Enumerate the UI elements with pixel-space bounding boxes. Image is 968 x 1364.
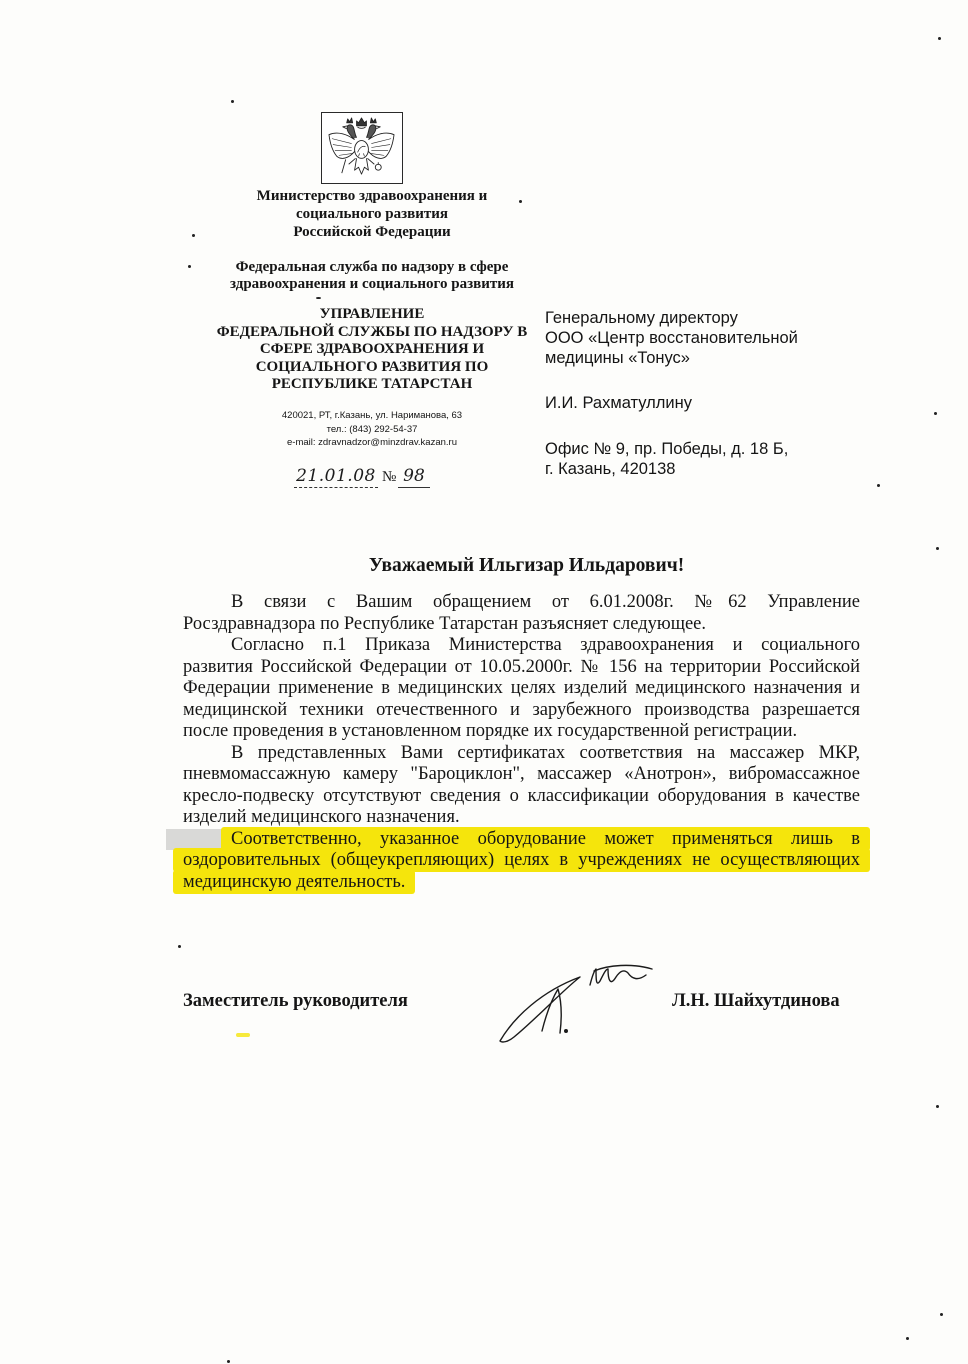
scan-speck — [877, 484, 880, 487]
handwritten-date: 21.01.08 — [294, 464, 378, 488]
ministry-name — [212, 187, 532, 241]
scan-speck — [934, 412, 937, 415]
body-line — [183, 872, 860, 894]
scan-speck — [192, 234, 195, 237]
body-line: развития Российской Федерации от 10.05.2000г. № 156 на территории Российской — [183, 656, 860, 677]
highlighted-text: оздоровительных (общеукрепляющих) целях в учреждениях не осуществляющих — [173, 848, 870, 872]
body-line: Федерации применение в медицинских целях изделий медицинского назначения и — [183, 678, 860, 698]
scan-speck — [940, 1313, 943, 1316]
signatory-position: Заместитель руководителя — [183, 991, 408, 1011]
scan-speck — [188, 265, 191, 268]
handwritten-outgoing-number: 98 — [398, 464, 430, 488]
letter-body — [183, 592, 860, 893]
body-line: Согласно п.1 Приказа Министерства здравоохранения и социального — [231, 635, 860, 655]
ministry-line: Российской Федерации — [293, 224, 451, 240]
scan-speck — [938, 37, 941, 40]
department-line: ФЕДЕРАЛЬНОЙ СЛУЖБЫ ПО НАДЗОРУ В — [216, 323, 528, 340]
paragraph-request-reply — [183, 592, 860, 635]
scan-speck — [231, 100, 234, 103]
recipient-address — [545, 439, 788, 479]
scan-speck — [936, 547, 939, 550]
service-line: здравоохранения и социального развития — [230, 276, 514, 292]
department-name — [212, 306, 532, 394]
department-line: СФЕРЕ ЗДРАВООХРАНЕНИЯ И — [259, 341, 485, 357]
body-line: В представленных Вами сертификатах соответствия на массажер МКР, — [231, 742, 860, 763]
body-line: Росздравнадзора по Республике Татарстан разъясняет следующее. — [183, 613, 706, 634]
recipient-address-line: г. Казань, 420138 — [545, 460, 676, 478]
number-label: № — [382, 469, 397, 485]
department-line: РЕСПУБЛИКЕ ТАТАРСТАН — [271, 376, 473, 392]
recipient-address-line: Офис № 9, пр. Победы, д. 18 Б, — [545, 440, 789, 458]
service-line: Федеральная служба по надзору в сфере — [235, 259, 509, 275]
federal-service-name — [212, 259, 532, 293]
body-line: изделий медицинского назначения. — [183, 807, 460, 827]
recipient-title-line: ООО «Центр восстановительной — [545, 329, 798, 347]
highlighted-text: медицинскую деятельность. — [173, 870, 415, 894]
recipient-title-line: медицины «Тонус» — [545, 349, 690, 367]
paragraph-conclusion-highlighted — [183, 829, 860, 894]
recipient-name — [545, 393, 692, 413]
sender-address: 420021, РТ, г.Казань, ул. Нариманова, 63 — [281, 410, 463, 421]
recipient-title-line: Генеральному директору — [545, 309, 738, 327]
recipient-name-text: И.И. Рахматуллину — [545, 394, 692, 412]
scan-speck — [316, 297, 321, 299]
body-line: В связи с Вашим обращением от 6.01.2008г. №62 Управление — [231, 592, 860, 612]
handwritten-signature — [492, 955, 662, 1050]
signatory-name: Л.Н. Шайхутдинова — [672, 991, 840, 1011]
scan-speck — [906, 1337, 909, 1340]
highlighter-mark — [236, 1033, 250, 1037]
salutation: Уважаемый Ильгизар Ильдарович! — [368, 555, 685, 576]
sender-email: e-mail: zdravnadzor@minzdrav.kazan.ru — [287, 437, 457, 448]
sender-contacts — [212, 409, 532, 450]
ministry-line: социального развития — [296, 206, 448, 222]
scan-speck — [227, 1360, 230, 1363]
body-line: кресло-подвеску отсутствуют сведения о классификации оборудования в качестве — [183, 785, 860, 806]
body-line: после проведения в установленном порядке их государственной регистрации. — [183, 721, 798, 741]
sender-phone: тел.: (843) 292-54-37 — [326, 423, 418, 435]
body-line: медицинской техники отечественного и зарубежного производства разрешается — [183, 699, 860, 720]
ministry-line: Министерство здравоохранения и — [256, 188, 488, 204]
paragraph-legal-basis — [183, 635, 860, 743]
highlighted-text: Соответственно, указанное оборудование может применяться лишь в — [221, 827, 870, 851]
body-line — [183, 829, 860, 851]
department-line: УПРАВЛЕНИЕ — [319, 306, 425, 322]
department-line: СОЦИАЛЬНОГО РАЗВИТИЯ ПО — [255, 358, 489, 375]
coat-of-arms-icon — [321, 112, 403, 184]
paragraph-certificates — [183, 743, 860, 829]
body-line: пневмомассажную камеру "Бароциклон", массажер «Анотрон», вибромассажное — [183, 764, 860, 784]
body-line — [183, 850, 860, 872]
scan-speck — [936, 1105, 939, 1108]
scan-speck — [519, 200, 522, 203]
scan-speck — [178, 945, 181, 948]
recipient-title — [545, 308, 798, 368]
